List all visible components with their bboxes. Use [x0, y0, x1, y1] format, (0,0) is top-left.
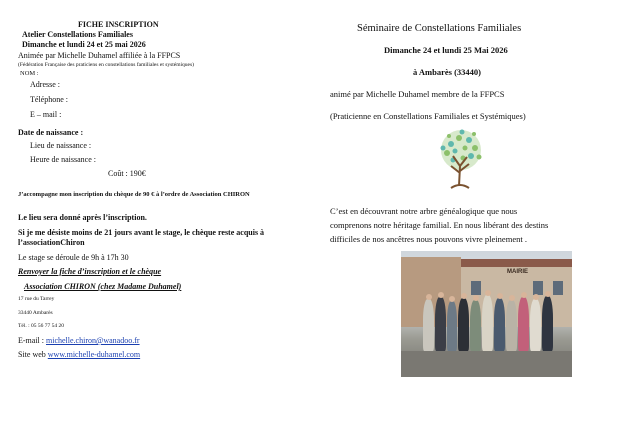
phone-number: Tél. : 05 56 77 54 20 [18, 323, 64, 329]
intro-line-2: comprenons notre héritage familial. En nous libérant des destins [330, 220, 549, 230]
photo-window-1 [471, 281, 481, 295]
seminar-title: Séminaire de Constellations Familiales [357, 23, 522, 34]
email-prefix: E-mail : [18, 336, 46, 345]
association-address-title: Association CHIRON (chez Madame Duhamel) [24, 282, 182, 291]
city-address: 33440 Ambarès [18, 310, 53, 316]
photo-window-2 [533, 281, 543, 295]
schedule-note: Le stage se déroule de 9h à 17h 30 [18, 253, 129, 262]
email-label: E – mail : [30, 110, 62, 119]
email-line [18, 336, 140, 345]
photo-ground [401, 351, 572, 377]
website-line [18, 350, 140, 359]
website-prefix: Site web [18, 350, 48, 359]
dob-label: Date de naissance : [18, 128, 84, 137]
cost: Coût : 190€ [108, 169, 146, 178]
mairie-sign: MAIRIE [507, 269, 528, 275]
seminar-place: à Ambarès (33440) [413, 67, 481, 77]
federation-note: (Fédération Française des praticiens en constellations familiales et systémiques) [18, 62, 194, 68]
telephone-label: Téléphone : [30, 95, 68, 104]
street-address: 17 rue du Tarrey [18, 296, 55, 302]
workshop-subtitle: Atelier Constellations Familiales [22, 30, 133, 39]
photo-window-3 [553, 281, 563, 295]
facilitator-line: Animée par Michelle Duhamel affiliée à la FFPCS [18, 51, 181, 60]
email-link[interactable]: michelle.chiron@wanadoo.fr [46, 336, 140, 345]
photo-roof [461, 259, 572, 267]
intro-line-3: difficiles de nos ancêtres nous pouvons vivre pleinement . [330, 234, 527, 244]
seminar-facilitator: animé par Michelle Duhamel membre de la FFPCS [330, 89, 505, 99]
seminar-dates: Dimanche 24 et lundi 25 Mai 2026 [384, 45, 508, 55]
form-title: FICHE INSCRIPTION [78, 20, 159, 29]
intro-line-1: C’est en découvrant notre arbre généalogique que nous [330, 206, 518, 216]
tree-roots [451, 185, 469, 188]
website-link[interactable]: www.michelle-duhamel.com [47, 350, 141, 359]
workshop-dates: Dimanche et lundi 24 et 25 mai 2026 [22, 40, 146, 49]
adresse-label: Adresse : [30, 80, 60, 89]
tree-logo [429, 126, 493, 196]
cheque-note: J’accompagne mon inscription du chèque de 90 € à l’ordre de Association CHIRON [18, 191, 250, 198]
nom-label: NOM : [20, 70, 39, 77]
seminar-praticienne: (Praticienne en Constellations Familiales et Systémiques) [330, 111, 526, 121]
lieu-naissance-label: Lieu de naissance : [30, 141, 92, 150]
heure-naissance-label: Heure de naissance : [30, 155, 96, 164]
location-note: Le lieu sera donné après l’inscription. [18, 213, 147, 222]
return-instructions: Renvoyer la fiche d’inscription et le chèque [18, 267, 162, 276]
group-photo [401, 251, 572, 377]
cancellation-note: Si je me désiste moins de 21 jours avant le stage, le chèque reste acquis à l’associationChiron [18, 228, 265, 247]
